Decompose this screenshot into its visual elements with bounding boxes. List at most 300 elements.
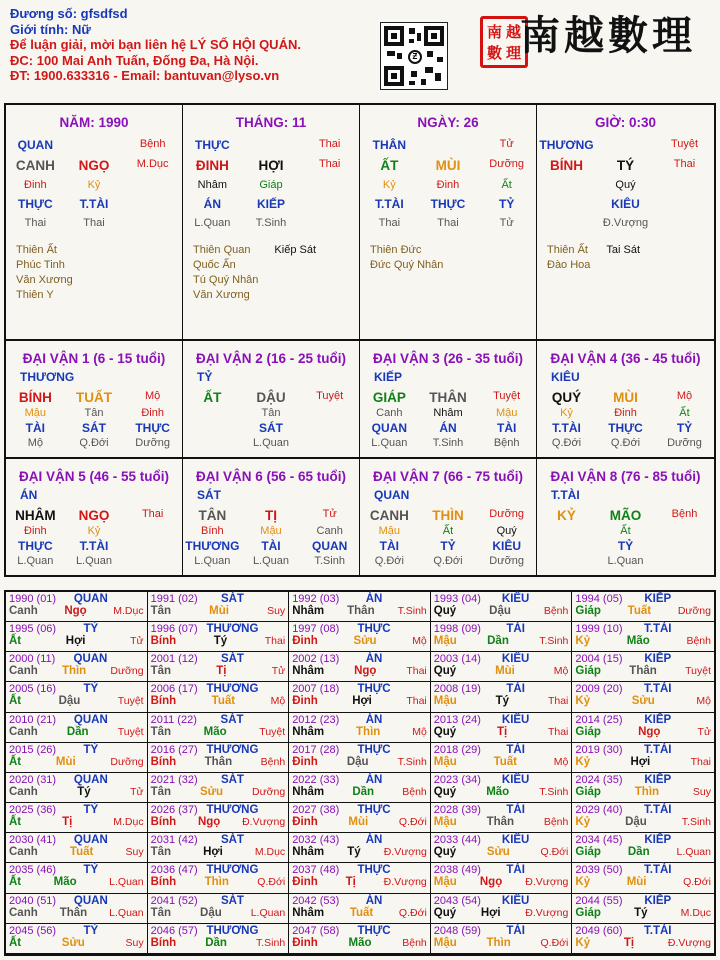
dai-van-cell [123,555,182,567]
year-ts: Tử [697,725,711,738]
year-ts: Bệnh [402,936,427,949]
year-label: 2010 (21) [9,713,57,726]
dai-van-ts: Dưỡng [489,508,525,520]
pillar-1 [183,105,360,339]
year-cell[interactable] [148,863,290,893]
year-god: THƯƠNG [206,864,259,877]
year-chi: Dần [352,785,375,798]
year-ts: Q.Đới [398,906,427,919]
year-can: Canh [9,785,38,798]
year-chi: Dần [627,846,650,859]
pillar-title: NGÀY: 26 [417,115,479,130]
year-cell[interactable] [431,773,573,803]
year-god: KIÊU [501,713,530,726]
pillar-cell: ÁN [203,197,221,211]
year-chi: Thìn [486,936,511,949]
year-cell[interactable] [148,833,290,863]
pillar-row [6,197,182,211]
year-god: THƯƠNG [206,804,259,817]
pillar-cell: CANH [15,158,55,173]
star-item: Đức Quý Nhân [370,259,444,271]
year-can: Giáp [575,725,601,738]
year-cell[interactable] [572,713,714,743]
year-cell[interactable] [431,894,573,924]
year-cell[interactable] [289,682,431,712]
year-cell[interactable] [572,833,714,863]
pillar-cell: Giáp [259,179,283,191]
year-ts: T.Sinh [539,785,569,798]
year-god: KIẾP [644,593,672,605]
year-can: Nhâm [292,605,325,617]
year-god: TÀI [506,924,525,937]
year-label: 2003 (14) [433,653,481,666]
year-cell[interactable] [289,924,431,954]
year-cell[interactable] [572,803,714,833]
dai-van-chi: TUẤT [75,390,112,405]
dai-van-cell: Mậu [378,525,401,537]
dai-van-cell: Mộ [27,437,43,449]
dai-van-6[interactable] [183,459,360,575]
dai-van-cell: TỶ [617,539,634,553]
pillar-cell: Tuyệt [670,138,699,150]
dai-van-cell: Q.Đới [79,437,109,449]
dai-van-hidden-row [537,525,714,537]
dai-van-god: KIẾP [374,370,403,384]
star-item: Thiên Ất [16,244,57,256]
year-can: Quý [433,605,457,617]
dai-van-cell: T.Sinh [314,555,345,567]
year-label: 2029 (40) [575,804,623,817]
dai-van-cell: TÀI [261,539,281,553]
year-cell[interactable] [431,713,573,743]
year-god: THƯƠNG [206,623,259,636]
pillar-cell: Nhâm [197,179,227,191]
year-can: Giáp [575,846,601,859]
year-cell[interactable] [6,833,148,863]
dai-van-cell: THỰC [18,539,53,553]
dai-van-chi: NGỌ [78,508,110,523]
year-label: 2024 (35) [575,773,623,786]
year-can: Đinh [292,936,318,949]
pillar-cell: Dưỡng [489,158,525,170]
year-cell[interactable] [148,743,290,773]
year-cell[interactable] [289,894,431,924]
pillar-0 [6,105,183,339]
year-chi: Mùi [626,876,647,889]
dai-van-2[interactable] [183,341,360,457]
star-item: Thiên Đức [370,244,422,256]
year-label: 1995 (06) [9,623,57,636]
year-chi: Sửu [353,635,377,648]
year-cell[interactable] [572,924,714,954]
dai-van-cell [183,437,242,449]
dai-van-ts: Mộ [676,390,693,402]
year-label: 2011 (22) [150,713,197,726]
year-cell[interactable] [148,682,290,712]
pillar-cell: NGỌ [78,158,110,173]
dai-van-cell: L.Quan [371,437,408,449]
year-god: TÀI [506,683,525,696]
year-cell[interactable] [572,682,714,712]
year-god: THỰC [357,804,391,817]
year-can: Kỷ [575,876,591,889]
dai-van-title: ĐẠI VẬN 7 (66 - 75 tuổi) [372,469,524,484]
year-ts: Bệnh [686,635,711,648]
year-cell[interactable] [289,652,431,682]
year-cell[interactable] [431,743,573,773]
year-label: 2009 (20) [575,683,623,696]
dai-van-hidden-row [6,555,182,567]
year-chi: Ngọ [354,665,377,678]
year-cell[interactable] [572,894,714,924]
year-chi: Tý [77,785,91,798]
pillar-row [183,197,359,211]
star-item: Thiên Quan [193,244,251,256]
qr-code[interactable] [380,22,448,90]
year-label: 2005 (16) [9,683,57,696]
year-label: 2019 (30) [575,743,623,756]
year-god: THỰC [357,864,391,877]
year-god: KIÊU [501,834,530,847]
dai-van-main [183,390,359,405]
year-cell[interactable] [572,592,714,622]
year-chi: Tuất [69,846,94,859]
pillar-row [360,197,536,211]
year-can: Canh [9,665,38,678]
year-god: THỰC [357,623,391,636]
year-cell[interactable] [431,622,573,652]
star-list [537,243,590,273]
dai-van-7[interactable] [360,459,537,575]
year-chi: Mùi [209,605,229,617]
year-god: ÁN [365,593,383,605]
dai-van-1[interactable] [6,341,183,457]
year-god: SÁT [220,894,244,907]
year-ts: L.Quan [676,846,711,859]
year-chi: Mùi [348,816,369,829]
dai-van-cell: Kỷ [87,525,101,537]
year-cell[interactable] [289,803,431,833]
year-god: QUAN [73,834,108,847]
dai-van-cell: TỶ [676,421,693,435]
pillar-cell: Quý [615,179,636,191]
year-cell[interactable] [431,682,573,712]
year-god: THƯƠNG [206,924,259,937]
dai-van-god: ÁN [20,488,38,502]
pillar-cell: TỶ [498,197,515,211]
year-can: Canh [9,846,38,859]
year-cell[interactable] [6,743,148,773]
year-god: KIÊU [501,593,530,605]
year-chi: Ngọ [638,725,661,738]
pillar-cell [596,138,655,152]
star-item: Thiên Ất [547,244,588,256]
year-ts: Thai [547,725,569,738]
dai-van-cell: L.Quan [252,437,290,449]
pillar-cell [300,179,359,191]
dai-van-4[interactable] [537,341,714,457]
year-chi: Mão [53,876,77,889]
pillar-cell: T.Sinh [255,217,287,229]
dai-van-main [360,390,536,405]
dai-van-cell: SÁT [258,421,283,435]
year-cell[interactable] [148,592,290,622]
year-can: Ất [9,635,22,648]
pillar-cell: Đinh [24,179,47,191]
dai-van-cell: L.Quan [194,555,231,567]
star-item: Đào Hoa [547,259,591,271]
dai-van-cell [537,525,596,537]
year-can: Mậu [433,695,457,708]
dai-van-cell: Q.Đới [610,437,641,449]
pillar-cell: Thai [378,217,401,229]
year-cell[interactable] [289,833,431,863]
year-cell[interactable] [6,803,148,833]
year-label: 2013 (24) [433,713,481,726]
pillar-cell: M.Dục [136,158,169,170]
year-god: ÁN [365,713,383,726]
year-cell[interactable] [431,863,573,893]
year-god: KIÊU [501,773,530,786]
year-cell[interactable] [572,773,714,803]
year-can: Ất [9,936,22,949]
year-cell[interactable] [572,863,714,893]
year-chi: Mão [626,635,650,648]
year-label: 2023 (34) [433,773,481,786]
year-cell[interactable] [148,773,290,803]
year-label: 2027 (38) [292,804,340,817]
year-label: 2002 (13) [292,653,340,666]
year-ts: Tuyệt [259,725,286,738]
year-cell[interactable] [572,622,714,652]
dai-van-cell [300,421,359,435]
year-cell[interactable] [289,592,431,622]
year-cell[interactable] [148,894,290,924]
year-chi: Tị [496,725,508,738]
year-cell[interactable] [148,803,290,833]
dai-van-hidden-row [537,407,714,419]
dai-van-can: CANH [369,508,409,523]
star-item: Tú Quý Nhân [193,274,259,286]
pillar-cell: Thai [318,138,341,150]
year-cell[interactable] [6,682,148,712]
dai-van-title: ĐẠI VẬN 1 (6 - 15 tuổi) [22,351,166,366]
pillar-row [360,179,536,191]
year-cell[interactable] [148,622,290,652]
pillar-cell: THƯƠNG [539,138,594,152]
dai-van-hidden-row [360,525,536,537]
year-ts: Tuyệt [117,725,144,738]
seal-stamp: 南 越 數 理 [480,16,528,68]
year-ts: Dưỡng [110,755,144,768]
dai-van-cell: Mậu [260,525,282,537]
year-cell[interactable] [289,622,431,652]
dai-van-main [360,508,536,523]
year-can: Tân [150,605,172,617]
dai-van-cell: Tân [261,407,281,419]
year-label: 2036 (47) [150,864,198,877]
year-ts: Tử [130,635,144,648]
dai-van-hidden-row [360,555,536,567]
year-chi: Thân [486,816,515,829]
year-cell[interactable] [431,803,573,833]
dai-van-hidden-row [360,407,536,419]
pillar-cell: KIÊU [611,197,640,211]
dai-van-ts: Bệnh [671,508,698,520]
dai-van-cell: T.TÀI [552,421,581,435]
year-god: ÁN [365,653,383,666]
year-cell[interactable] [6,773,148,803]
dai-van-god: KIÊU [551,370,580,384]
year-can: Nhâm [292,725,325,738]
dai-van-cell: QUAN [311,539,348,553]
year-chi: Hợi [630,755,651,768]
dai-van-cell: Q.Đới [374,555,404,567]
year-label: 2020 (31) [9,773,57,786]
pillar-cell: Thai [24,217,47,229]
year-ts: Đ.Vượng [525,906,569,919]
pillar-row [183,138,359,152]
dai-van-cell: TÀI [496,421,517,435]
pillar-row [360,138,536,152]
year-cell[interactable] [6,863,148,893]
year-cell[interactable] [148,924,290,954]
year-chi: Mùi [495,665,515,678]
year-cell[interactable] [6,592,148,622]
year-cell[interactable] [289,713,431,743]
dai-van-cell: TÀI [25,421,45,435]
year-god: KIẾP [644,773,672,786]
year-label: 2000 (11) [9,653,56,666]
year-chi: Thìn [356,725,381,738]
dai-van-hidden-row [360,437,536,449]
year-label: 1993 (04) [433,593,481,605]
year-label: 2032 (43) [292,834,340,847]
year-chi: Dần [66,725,89,738]
dai-van-title: ĐẠI VẬN 2 (16 - 25 tuổi) [195,351,347,366]
year-label: 1994 (05) [575,593,623,605]
year-god: THƯƠNG [206,683,259,696]
year-chi: Tý [495,695,510,708]
year-chi: Thân [59,906,88,919]
year-can: Ất [9,755,22,768]
pillar-row [183,179,359,191]
year-cell[interactable] [6,924,148,954]
star-item: Văn Xương [193,289,250,301]
year-cell[interactable] [6,713,148,743]
dai-van-5[interactable] [6,459,183,575]
year-chi: Ngọ [479,876,503,889]
year-god: TÀI [506,743,525,756]
year-cell[interactable] [148,652,290,682]
year-cell[interactable] [431,652,573,682]
year-cell[interactable] [431,592,573,622]
dai-van-hidden-row [183,539,359,553]
dai-van-cell: Đinh [614,407,637,419]
year-cell[interactable] [572,743,714,773]
year-chi: Ngọ [197,816,221,829]
pillar-cell [300,217,359,229]
dai-van-main [537,508,714,523]
year-can: Kỷ [575,695,591,708]
year-god: QUAN [73,773,108,786]
year-ts: Tuyệt [117,695,144,708]
year-can: Giáp [575,665,601,678]
year-god: TỶ [83,623,99,636]
year-cell[interactable] [6,894,148,924]
dai-van-3[interactable] [360,341,537,457]
year-cell[interactable] [289,773,431,803]
four-pillars-grid [4,103,716,341]
year-chi: Dậu [625,816,647,829]
dai-van-god: T.TÀI [551,488,580,502]
year-ts: Suy [267,605,286,617]
dai-van-cell: QUAN [371,421,407,435]
year-ts: Q.Đới [540,936,569,949]
pillar-row [537,197,714,211]
dai-van-hidden-row [6,539,182,553]
year-god: TÀI [506,864,525,877]
phone-email-line[interactable]: ĐT: 1900.633316 - Email: bantuvan@lyso.vn [10,68,280,83]
year-table [4,590,716,956]
year-cell[interactable] [431,924,573,954]
year-label: 2026 (37) [150,804,198,817]
year-chi: Tuất [627,605,652,617]
dai-van-cell: Bệnh [493,437,520,449]
dai-van-8[interactable] [537,459,714,575]
year-cell[interactable] [6,652,148,682]
year-chi: Tý [634,906,648,919]
pillar-row [537,158,714,173]
year-ts: Q.Đới [398,816,427,829]
year-god: T.TÀI [644,623,672,636]
dai-van-hidden-row [537,539,714,553]
dai-van-title: ĐẠI VẬN 8 (76 - 85 tuổi) [550,469,701,484]
pillar-cell: THỰC [18,197,53,211]
year-ts: Thai [406,665,427,678]
star-item: Kiếp Sát [274,244,317,256]
year-can: Tân [150,725,172,738]
year-can: Mậu [433,876,457,889]
dai-van-can: ẤT [203,390,222,405]
year-can: Canh [9,725,38,738]
year-ts: Bệnh [260,755,286,768]
year-cell[interactable] [289,743,431,773]
year-label: 2035 (46) [9,864,57,877]
year-label: 2038 (49) [433,864,481,877]
pillar-cell [537,179,596,191]
year-cell[interactable] [431,833,573,863]
pillar-cell [655,217,714,229]
pillar-cell [537,197,596,211]
year-label: 1997 (08) [292,623,340,636]
dai-van-hidden-row [360,421,536,435]
year-chi: Mão [203,725,227,738]
year-cell[interactable] [6,622,148,652]
pillar-cell: QUAN [17,138,53,152]
year-god: KIẾP [644,894,672,907]
year-ts: M.Dục [113,816,144,829]
year-cell[interactable] [572,652,714,682]
year-can: Bính [150,876,177,889]
pillar-cell: Đinh [436,179,460,191]
year-ts: Mộ [412,725,427,738]
year-can: Mậu [433,816,457,829]
year-cell[interactable] [289,863,431,893]
year-ts: Tử [130,785,144,798]
dai-van-chi: DẬU [256,390,286,405]
year-cell[interactable] [148,713,290,743]
